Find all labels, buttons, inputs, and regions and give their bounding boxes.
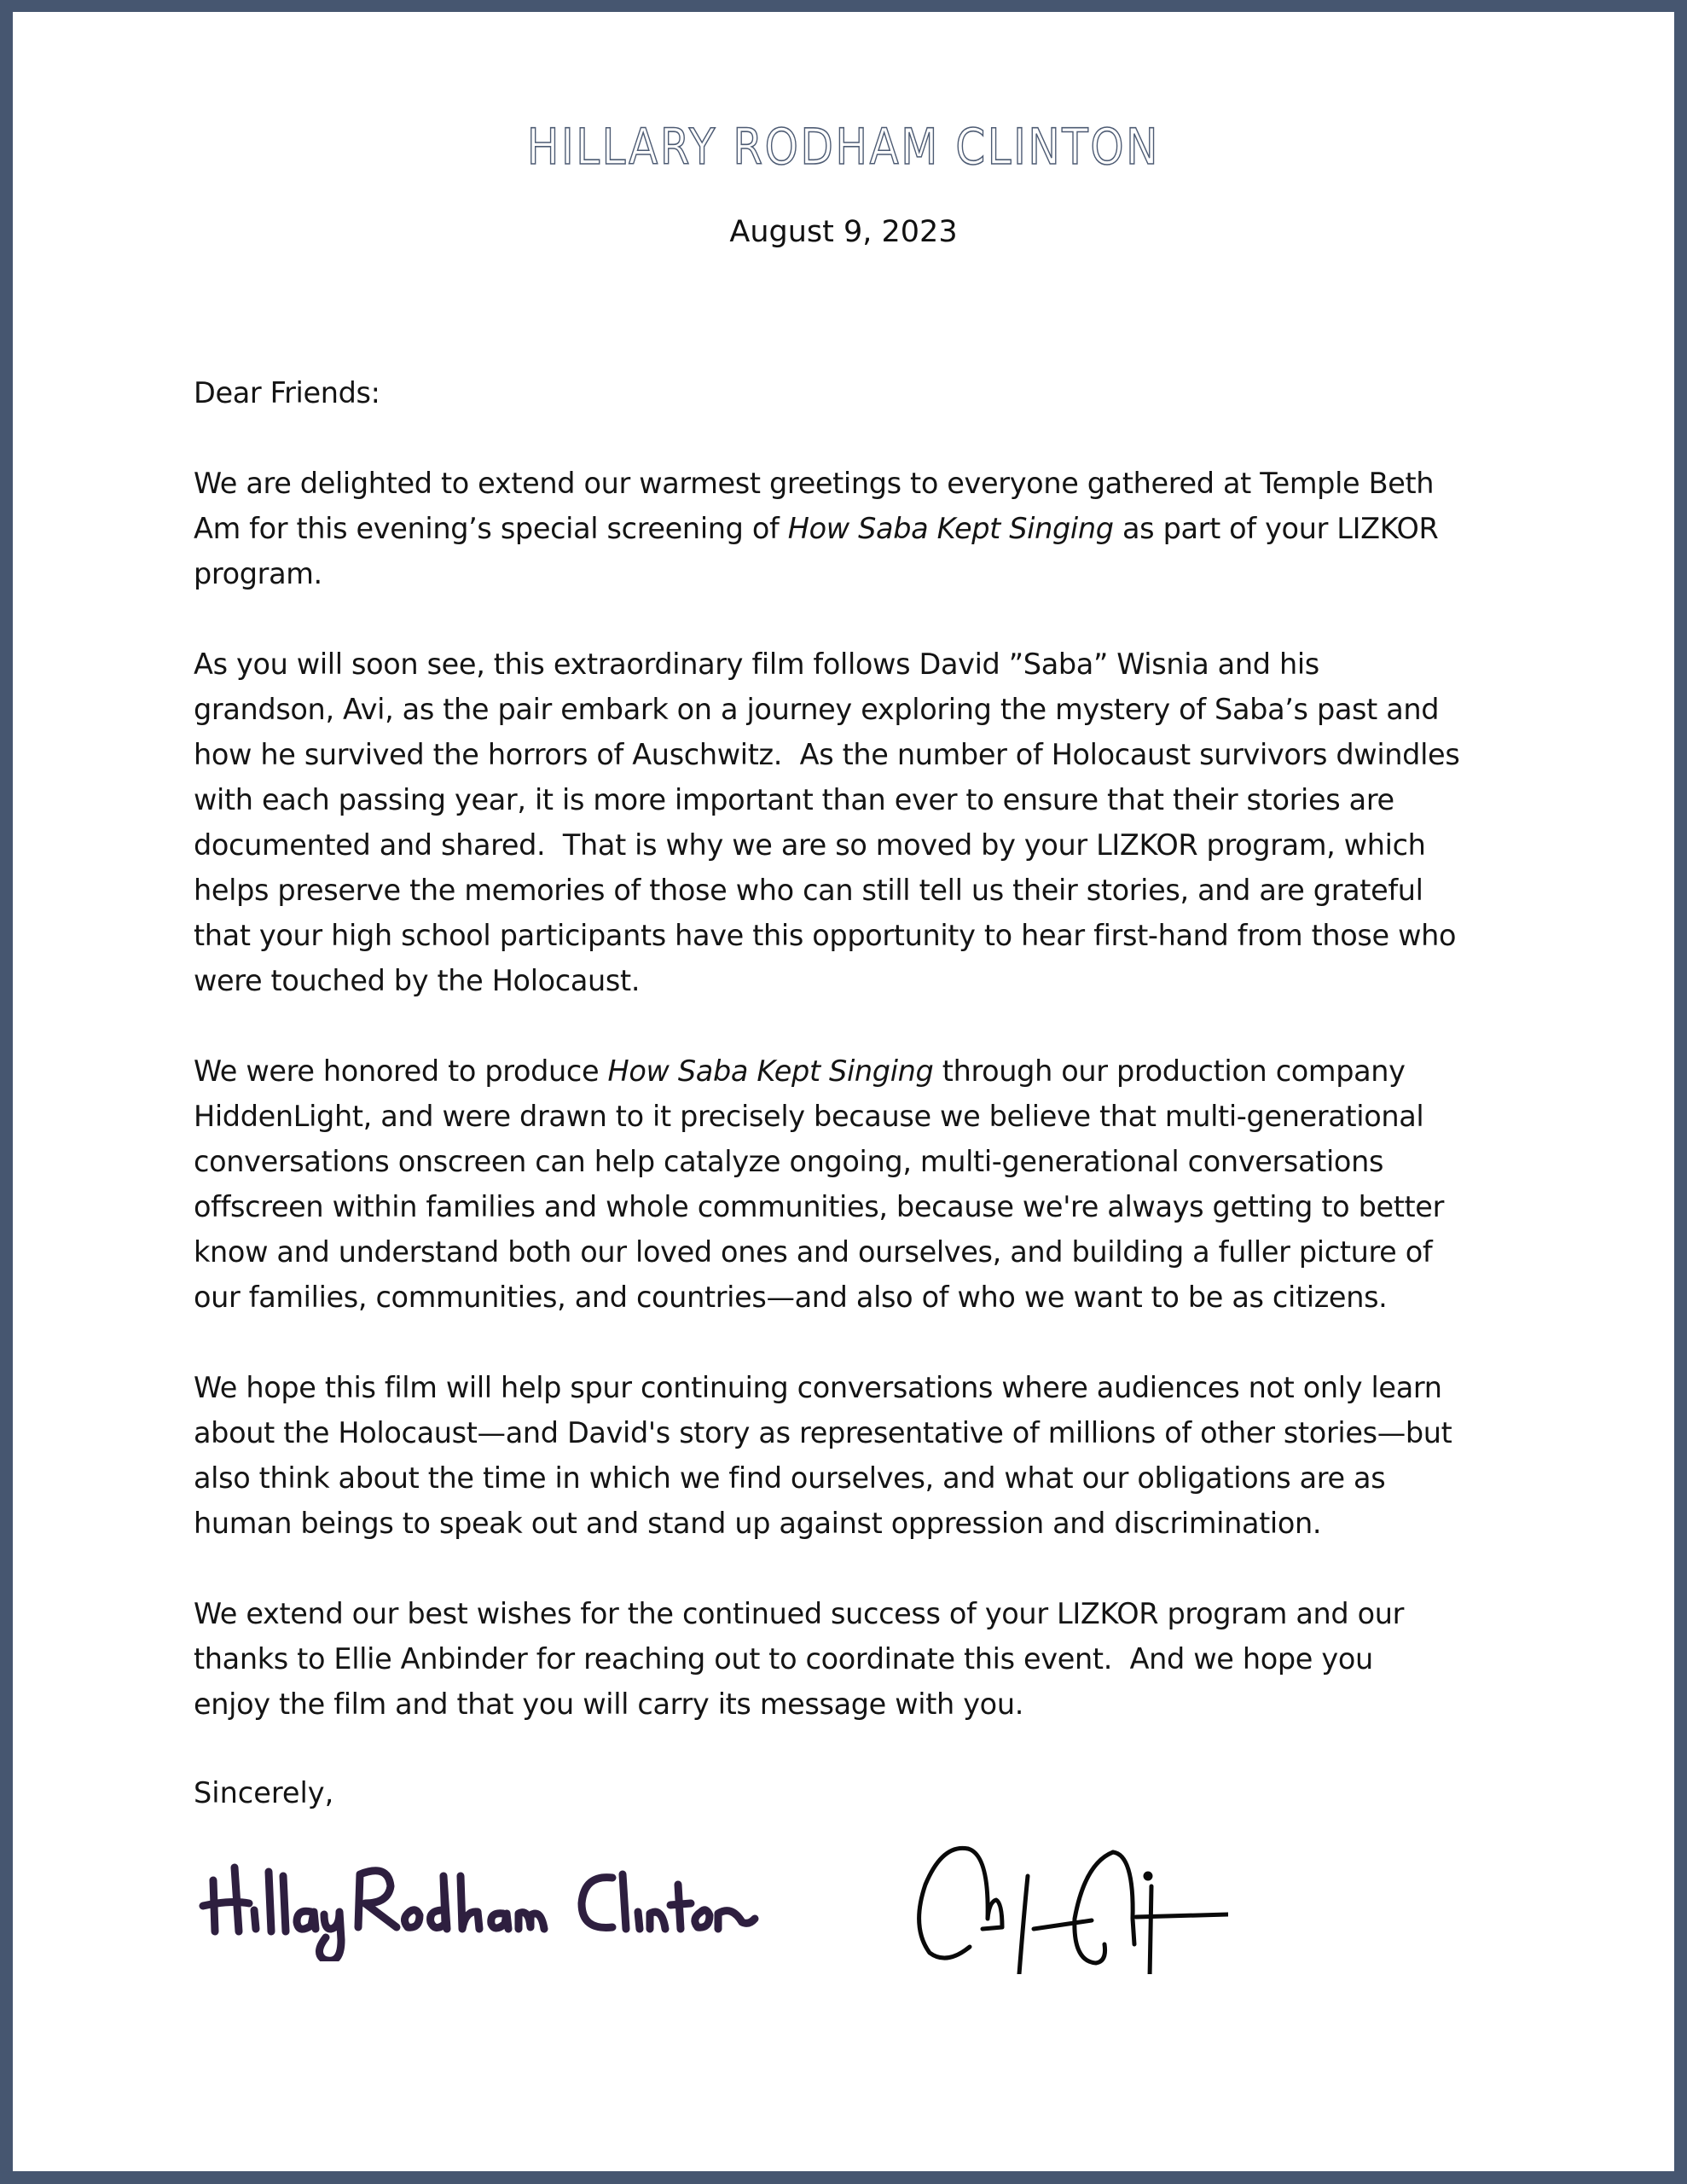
text-segment: As you will soon see, this extraordinary film follows David ”Saba” Wisnia and his bbox=[194, 648, 1319, 681]
signature-chelsea-clinton bbox=[887, 1825, 1228, 1974]
text-line bbox=[194, 1275, 1524, 1320]
text-line bbox=[194, 1139, 1524, 1184]
letterhead-name: HILLARY RODHAM CLINTON bbox=[526, 118, 1161, 176]
film-title-italic: How Saba Kept Singing bbox=[787, 512, 1114, 545]
closing: Sincerely, bbox=[194, 1776, 334, 1809]
film-title-italic: How Saba Kept Singing bbox=[607, 1054, 934, 1088]
text-line bbox=[194, 1455, 1524, 1501]
text-line bbox=[194, 642, 1524, 687]
text-line bbox=[194, 1229, 1524, 1275]
text-segment: enjoy the film and that you will carry its message with you. bbox=[194, 1687, 1024, 1721]
paragraph bbox=[194, 1591, 1524, 1727]
text-line bbox=[194, 1184, 1524, 1229]
paragraph bbox=[194, 1365, 1524, 1546]
letter-body bbox=[194, 370, 1524, 1772]
text-segment: HiddenLight, and were drawn to it precisely because we believe that multi-generational bbox=[194, 1100, 1424, 1133]
text-segment: how he survived the horrors of Auschwitz. As the number of Holocaust survivors dwindles bbox=[194, 738, 1460, 771]
text-segment: Am for this evening’s special screening of bbox=[194, 512, 788, 545]
text-line bbox=[194, 506, 1524, 551]
text-segment: thanks to Ellie Anbinder for reaching out to coordinate this event. And we hope you bbox=[194, 1642, 1373, 1676]
text-segment: with each passing year, it is more important than ever to ensure that their stories are bbox=[194, 783, 1394, 816]
letter-paragraphs bbox=[194, 461, 1524, 1727]
text-line bbox=[194, 868, 1524, 913]
signature-hrc-strokes bbox=[203, 1867, 755, 1960]
text-line bbox=[194, 687, 1524, 732]
text-segment: conversations onscreen can help catalyze ongoing, multi-generational conversations bbox=[194, 1145, 1384, 1178]
text-segment: grandson, Avi, as the pair embark on a journey exploring the mystery of Saba’s past and bbox=[194, 693, 1440, 726]
text-line bbox=[194, 1365, 1524, 1410]
text-line bbox=[194, 958, 1524, 1003]
text-line bbox=[194, 913, 1524, 958]
text-segment: that your high school participants have this opportunity to hear first-hand from those who bbox=[194, 919, 1457, 952]
paragraph bbox=[194, 461, 1524, 596]
text-segment: program. bbox=[194, 557, 322, 590]
text-segment: offscreen within families and whole communities, because we're always getting to better bbox=[194, 1190, 1444, 1223]
text-line bbox=[194, 1682, 1524, 1727]
text-line bbox=[194, 1048, 1524, 1094]
text-line bbox=[194, 1501, 1524, 1546]
text-segment: We hope this film will help spur continuing conversations where audiences not only learn bbox=[194, 1371, 1442, 1404]
text-line bbox=[194, 1094, 1524, 1139]
text-segment: know and understand both our loved ones and ourselves, and building a fuller picture of bbox=[194, 1235, 1433, 1269]
salutation: Dear Friends: bbox=[194, 376, 380, 410]
text-segment: our families, communities, and countries—and also of who we want to be as citizens. bbox=[194, 1281, 1388, 1314]
text-segment: We extend our best wishes for the continued success of your LIZKOR program and our bbox=[194, 1597, 1405, 1630]
text-segment: documented and shared. That is why we are so moved by your LIZKOR program, which bbox=[194, 828, 1426, 862]
paragraph bbox=[194, 1048, 1524, 1320]
signature-cc-strokes bbox=[919, 1848, 1228, 1974]
text-line bbox=[194, 1410, 1524, 1455]
text-segment: helps preserve the memories of those who can still tell us their stories, and are grateful bbox=[194, 874, 1423, 907]
text-line bbox=[194, 1636, 1524, 1682]
text-line bbox=[194, 461, 1524, 506]
text-segment: We are delighted to extend our warmest greetings to everyone gathered at Temple Beth bbox=[194, 467, 1435, 500]
paragraph bbox=[194, 642, 1524, 1003]
text-line bbox=[194, 1591, 1524, 1636]
text-segment: through our production company bbox=[933, 1054, 1406, 1088]
text-line bbox=[194, 822, 1524, 868]
text-line bbox=[194, 551, 1524, 596]
text-segment: about the Holocaust—and David's story as representative of millions of other stories—but bbox=[194, 1416, 1452, 1449]
text-segment: also think about the time in which we find ourselves, and what our obligations are as bbox=[194, 1461, 1386, 1495]
letter-date: August 9, 2023 bbox=[729, 215, 958, 249]
signature-hillary-rodham-clinton bbox=[196, 1833, 793, 1961]
text-line bbox=[194, 732, 1524, 777]
text-segment: were touched by the Holocaust. bbox=[194, 964, 641, 997]
text-segment: We were honored to produce bbox=[194, 1054, 608, 1088]
text-line bbox=[194, 777, 1524, 822]
text-segment: human beings to speak out and stand up against oppression and discrimination. bbox=[194, 1507, 1322, 1540]
text-segment: as part of your LIZKOR bbox=[1113, 512, 1439, 545]
